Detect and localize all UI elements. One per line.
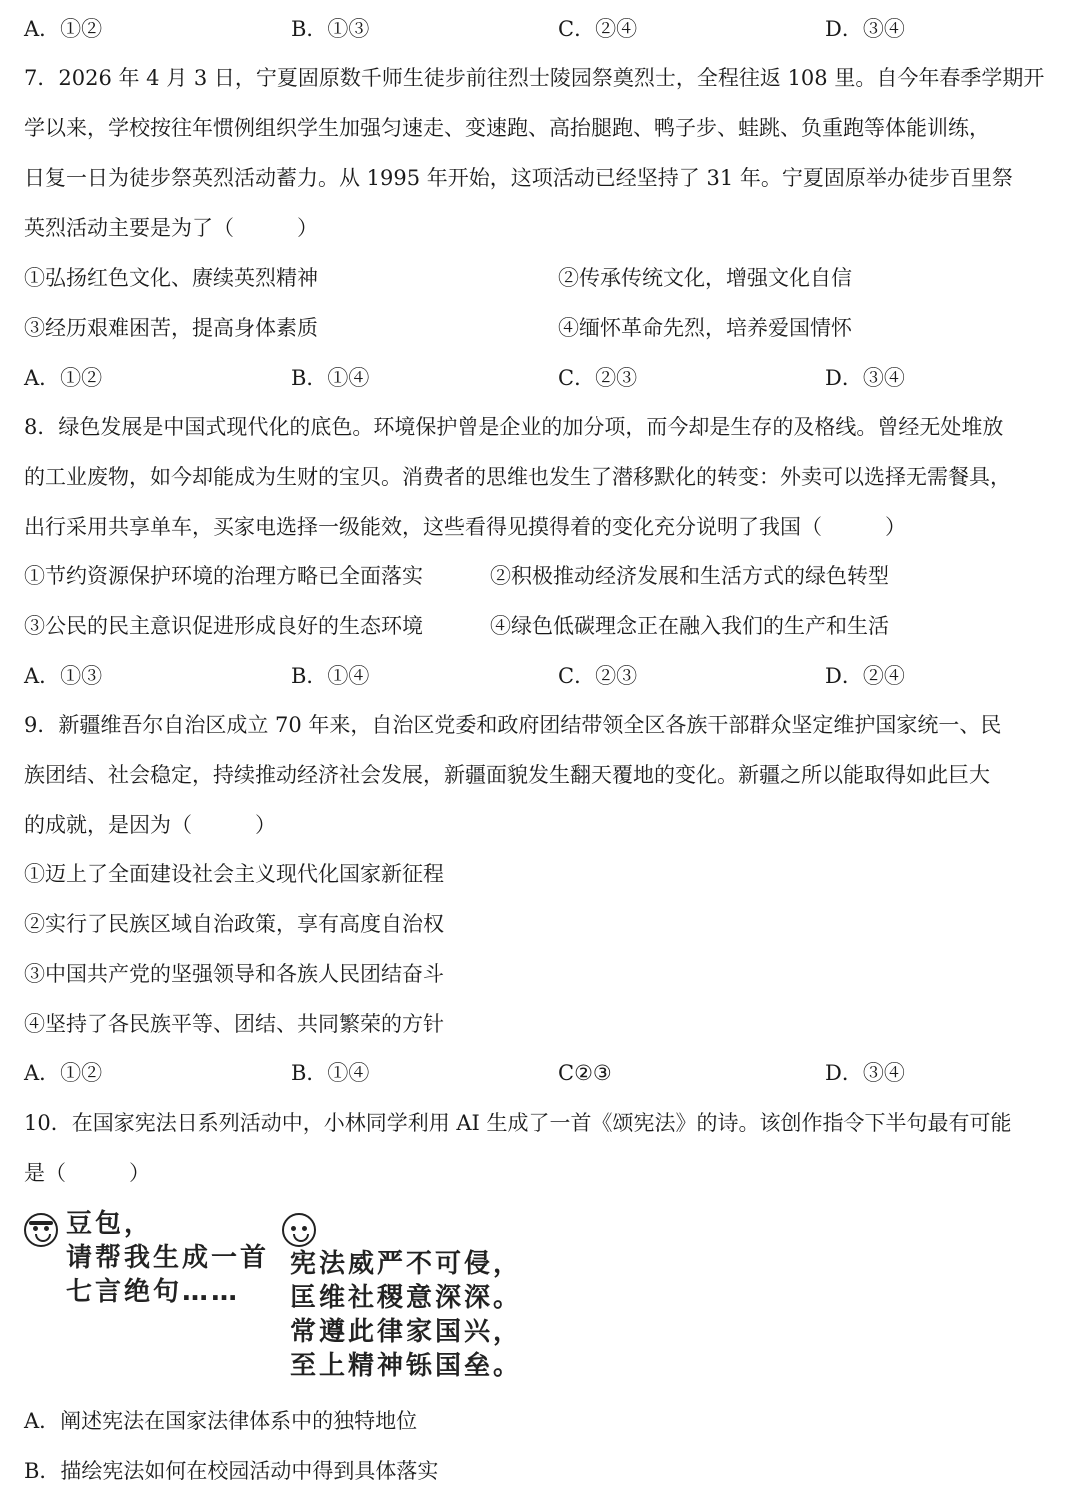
poem-line: 宪法威严不可侵，: [290, 1249, 523, 1279]
q10-figure: [24, 1205, 544, 1385]
q9-statement-1: ①迈上了全面建设社会主义现代化国家新征程: [24, 862, 444, 886]
q8-statement-2: ②积极推动经济发展和生活方式的绿色转型: [490, 564, 889, 588]
q7-option-c: C．②③: [558, 366, 638, 390]
q7-stem-line: 英烈活动主要是为了（ ）: [24, 216, 318, 240]
q7-statement-2: ②传承传统文化，增强文化自信: [558, 266, 852, 290]
q8-option-d: D．②④: [825, 664, 905, 688]
q9-stem-line: 的成就，是因为（ ）: [24, 813, 276, 837]
ai-avatar-icon: [282, 1213, 316, 1247]
q8-stem-line: 8．绿色发展是中国式现代化的底色。环境保护曾是企业的加分项，而今却是生存的及格线。曾经无处堆放: [24, 415, 1004, 439]
q8-statement-4: ④绿色低碳理念正在融入我们的生产和生活: [490, 614, 889, 638]
prompt-line: 请帮我生成一首: [66, 1243, 270, 1273]
q9-option-c: C②③: [558, 1061, 612, 1085]
q10-option-b: B．描绘宪法如何在校园活动中得到具体落实: [24, 1459, 439, 1483]
q6-option-c: C．②④: [558, 17, 638, 41]
q9-option-b: B．①④: [291, 1061, 370, 1085]
poem-line: 匡维社稷意深深。: [290, 1283, 523, 1313]
q7-statement-3: ③经历艰难困苦，提高身体素质: [24, 316, 318, 340]
q9-option-d: D．③④: [825, 1061, 905, 1085]
q7-stem-line: 7．2026 年 4 月 3 日，宁夏固原数千师生徒步前往烈士陵园祭奠烈士，全程往返 108 里。自今年春季学期开: [24, 66, 1045, 90]
q8-option-b: B．①④: [291, 664, 370, 688]
q7-stem-line: 学以来，学校按往年惯例组织学生加强匀速走、变速跑、高抬腿跑、鸭子步、蛙跳、负重跑等体能训练，: [24, 116, 990, 140]
poem-line: 常遵此律家国兴，: [290, 1317, 523, 1347]
q8-statement-3: ③公民的民主意识促进形成良好的生态环境: [24, 614, 423, 638]
q7-option-a: A．①②: [24, 366, 103, 390]
prompt-line: 豆包，: [66, 1209, 154, 1239]
q8-stem-line: 的工业废物，如今却能成为生财的宝贝。消费者的思维也发生了潜移默化的转变：外卖可以选择无需餐具，: [24, 465, 1011, 489]
poem-line: 至上精神铄国垒。: [290, 1351, 523, 1381]
q7-option-b: B．①④: [291, 366, 370, 390]
prompt-line: 七言绝句……: [66, 1277, 241, 1307]
q7-option-d: D．③④: [825, 366, 905, 390]
q9-statement-3: ③中国共产党的坚强领导和各族人民团结奋斗: [24, 962, 444, 986]
q7-stem-line: 日复一日为徒步祭英烈活动蓄力。从 1995 年开始，这项活动已经坚持了 31 年。宁夏固原举办徒步百里祭: [24, 166, 1013, 190]
q8-option-a: A．①③: [24, 664, 103, 688]
q9-statement-4: ④坚持了各民族平等、团结、共同繁荣的方针: [24, 1012, 444, 1036]
q9-option-a: A．①②: [24, 1061, 103, 1085]
q7-statement-4: ④缅怀革命先烈，培养爱国情怀: [558, 316, 852, 340]
q6-option-b: B．①③: [291, 17, 370, 41]
q8-option-c: C．②③: [558, 664, 638, 688]
q6-option-d: D．③④: [825, 17, 905, 41]
q8-stem-line: 出行采用共享单车，买家电选择一级能效，这些看得见摸得着的变化充分说明了我国（ ）: [24, 515, 906, 539]
q10-stem-line: 10．在国家宪法日系列活动中，小林同学利用 AI 生成了一首《颂宪法》的诗。该创作指令下半句最有可能: [24, 1111, 1012, 1135]
user-avatar-icon: [24, 1213, 58, 1247]
q8-statement-1: ①节约资源保护环境的治理方略已全面落实: [24, 564, 423, 588]
q10-stem-line: 是（ ）: [24, 1161, 150, 1185]
q9-stem-line: 族团结、社会稳定，持续推动经济社会发展，新疆面貌发生翻天覆地的变化。新疆之所以能取得如此巨大: [24, 763, 990, 787]
q6-option-a: A．①②: [24, 17, 103, 41]
q9-stem-line: 9．新疆维吾尔自治区成立 70 年来，自治区党委和政府团结带领全区各族干部群众坚定维护国家统一、民: [24, 713, 1002, 737]
q10-option-a: A．阐述宪法在国家法律体系中的独特地位: [24, 1409, 418, 1433]
q7-statement-1: ①弘扬红色文化、赓续英烈精神: [24, 266, 318, 290]
q9-statement-2: ②实行了民族区域自治政策，享有高度自治权: [24, 912, 444, 936]
